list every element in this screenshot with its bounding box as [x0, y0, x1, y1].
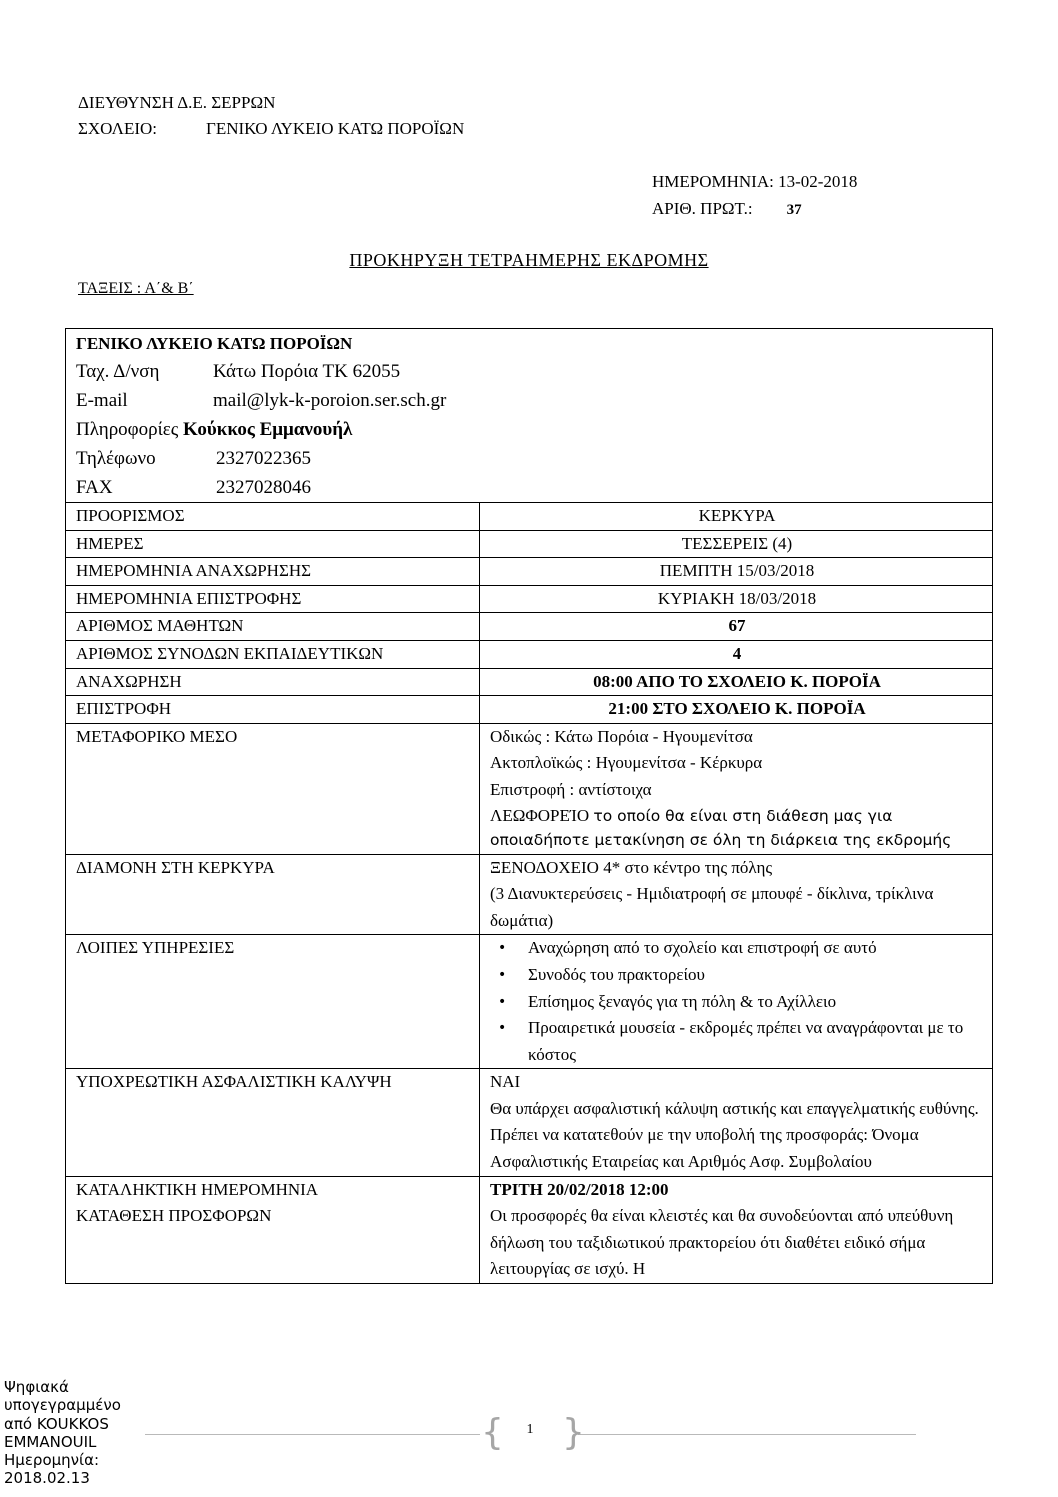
phone-label: Τηλέφωνο: [76, 448, 156, 469]
transport-value: [480, 723, 993, 854]
transport-label: ΜΕΤΑΦΟΡΙΚΟ ΜΕΣΟ: [66, 723, 480, 854]
info-row: [76, 415, 984, 444]
deadline-row: [66, 1176, 993, 1283]
insurance-label: ΥΠΟΧΡΕΩΤΙΚΗ ΑΣΦΑΛΙΣΤΙΚΗ ΚΑΛΥΨΗ: [66, 1069, 480, 1176]
row-label: ΗΜΕΡΟΜΗΝΙΑ ΑΝΑΧΩΡΗΣΗΣ: [66, 558, 480, 586]
directorate: ΔΙΕΥΘΥΝΣΗ Δ.Ε. ΣΕΡΡΩΝ: [78, 93, 276, 112]
insurance-row: [66, 1069, 993, 1176]
deadline-label-2: ΚΑΤΑΘΕΣΗ ΠΡΟΣΦΟΡΩΝ: [76, 1206, 272, 1226]
table-row: [66, 613, 993, 641]
digital-signature: [4, 1378, 121, 1488]
signature-line: υπογεγραμμένο: [4, 1396, 121, 1415]
email-value: mail@lyk-k-poroion.ser.sch.gr: [213, 390, 447, 411]
insurance-answer: ΝΑΙ: [490, 1072, 521, 1092]
insurance-text-1: Θα υπάρχει ασφαλιστική κάλυψη αστικής και επαγγελματικής ευθύνης.: [490, 1098, 979, 1118]
row-value: ΠΕΜΠΤΗ 15/03/2018: [480, 558, 993, 586]
row-value: ΤΕΣΣΕΡΕΙΣ (4): [480, 530, 993, 558]
transport-line-sea: Ακτοπλοϊκώς : Ηγουμενίτσα - Κέρκυρα: [490, 753, 763, 773]
signature-line: Ημερομηνία:: [4, 1451, 100, 1470]
list-item: • Συνοδός του πρακτορείου: [522, 962, 984, 989]
table-row: [66, 503, 993, 531]
signature-line: EMMANOUIL: [4, 1432, 97, 1451]
phone-row: [76, 444, 984, 473]
footer-rule-left: [145, 1434, 480, 1435]
document-title: ΠΡΟΚΗΡΥΞΗ ΤΕΤΡΑΗΜΕΡΗΣ ΕΚΔΡΟΜΗΣ: [349, 250, 709, 270]
deadline-date: ΤΡΙΤΗ 20/02/2018 12:00: [490, 1179, 669, 1199]
row-label: ΗΜΕΡΟΜΗΝΙΑ ΕΠΙΣΤΡΟΦΗΣ: [66, 585, 480, 613]
address-value: Κάτω Πορόια ΤΚ 62055: [213, 361, 401, 382]
protocol-line: [652, 195, 802, 224]
left-brace-icon: {: [481, 1412, 504, 1453]
transport-bus: [490, 804, 984, 854]
school-line: [78, 116, 464, 142]
right-brace-icon: }: [562, 1412, 585, 1453]
table-row: [66, 585, 993, 613]
email-label: E-mail: [76, 390, 128, 411]
row-value: 21:00 ΣΤΟ ΣΧΟΛΕΙΟ Κ. ΠΟΡΟΪΑ: [480, 696, 993, 724]
bus-prefix: ΛΕΩΦΟΡΕΊΟ: [490, 805, 590, 825]
transport-line-return: Επιστροφή : αντίστοιχα: [490, 779, 652, 799]
row-value: ΚΕΡΚΥΡΑ: [480, 503, 993, 531]
hotel-line: ΞΕΝΟΔΟΧΕΙΟ 4* στο κέντρο της πόλης: [490, 857, 773, 877]
address-label: Ταχ. Δ/νση: [76, 361, 160, 382]
deadline-label-1: ΚΑΤΑΛΗΚΤΙΚΗ ΗΜΕΡΟΜΗΝΙΑ: [76, 1179, 319, 1199]
row-label: ΠΡΟΟΡΙΣΜΟΣ: [66, 503, 480, 531]
row-label: ΕΠΙΣΤΡΟΦΗ: [66, 696, 480, 724]
school-box-name: ΓΕΝΙΚΟ ΛΥΚΕΙΟ ΚΑΤΩ ΠΟΡΟΪΩΝ: [76, 334, 353, 353]
protocol-label: ΑΡΙΘ. ΠΡΩΤ.:: [652, 199, 753, 218]
deadline-value: [480, 1176, 993, 1283]
table-row: [66, 558, 993, 586]
classes-line: ΤΑΞΕΙΣ : Α΄& Β΄: [78, 280, 194, 297]
table-row: [66, 668, 993, 696]
signature-line: Ψηφιακά: [4, 1378, 69, 1396]
row-value: 67: [480, 613, 993, 641]
row-label: ΗΜΕΡΕΣ: [66, 530, 480, 558]
accommodation-label: ΔΙΑΜΟΝΗ ΣΤΗ ΚΕΡΚΥΡΑ: [66, 854, 480, 935]
row-label: ΑΡΙΘΜΟΣ ΜΑΘΗΤΩΝ: [66, 613, 480, 641]
hotel-details: (3 Διανυκτερεύσεις - Ημιδιατροφή σε μπουφέ - δίκλινα, τρίκλινα δωμάτια): [490, 884, 934, 930]
list-item: • Αναχώρηση από το σχολείο και επιστροφή σε αυτό: [522, 935, 984, 962]
signature-line: 2018.02.13: [4, 1469, 90, 1488]
services-label: ΛΟΙΠΕΣ ΥΠΗΡΕΣΙΕΣ: [66, 935, 480, 1069]
services-list: [490, 935, 984, 1068]
email-row: [76, 386, 984, 415]
info-value: Κούκκος Εμμανουήλ: [183, 419, 353, 440]
insurance-text-2: Πρέπει να κατατεθούν με την υποβολή της προσφοράς: Όνομα Ασφαλιστικής Εταιρείας και Αριθμός Ασφ. Συμβολαίου: [490, 1125, 919, 1172]
school-name: ΓΕΝΙΚΟ ΛΥΚΕΙΟ ΚΑΤΩ ΠΟΡΟΪΩΝ: [206, 119, 465, 138]
row-value: 08:00 ΑΠΟ ΤΟ ΣΧΟΛΕΙΟ Κ. ΠΟΡΟΪΑ: [480, 668, 993, 696]
deadline-label: [66, 1176, 480, 1283]
table-row: [66, 640, 993, 668]
address-row: [76, 357, 984, 386]
row-label: ΑΡΙΘΜΟΣ ΣΥΝΟΔΩΝ ΕΚΠΑΙΔΕΥΤΙΚΩΝ: [66, 640, 480, 668]
footer-rule-right: [578, 1434, 916, 1435]
date-line: ΗΜΕΡΟΜΗΝΙΑ: 13-02-2018: [652, 172, 858, 191]
accommodation-value: [480, 854, 993, 935]
transport-line-road: Οδικώς : Κάτω Πορόια - Ηγουμενίτσα: [490, 726, 753, 746]
services-value: [480, 935, 993, 1069]
fax-label: FAX: [76, 477, 113, 498]
row-value: 4: [480, 640, 993, 668]
deadline-text: Οι προσφορές θα είναι κλειστές και θα συνοδεύονται από υπεύθυνη δήλωση του ταξιδιωτικού πρακτορείου ότι διαθέτει ειδικό σήμα λειτουργίας σε ισχύ. Η: [490, 1206, 954, 1279]
bus-text: το οποίο θα είναι στη διάθεση μας για οποιαδήποτε μετακίνηση σε όλη τη διάρκεια της εκδρομής: [490, 806, 952, 849]
fax-value: 2327028046: [216, 477, 311, 498]
table-row: [66, 696, 993, 724]
accommodation-row: [66, 854, 993, 935]
row-label: ΑΝΑΧΩΡΗΣΗ: [66, 668, 480, 696]
fax-row: [76, 473, 984, 502]
list-item: • Προαιρετικά μουσεία - εκδρομές πρέπει να αναγράφονται με το κόστος: [522, 1015, 984, 1068]
row-value: ΚΥΡΙΑΚΗ 18/03/2018: [480, 585, 993, 613]
insurance-value: [480, 1069, 993, 1176]
school-info-row: [66, 329, 993, 503]
list-item: • Επίσημος ξεναγός για τη πόλη & το Αχίλλειο: [522, 989, 984, 1016]
school-info-cell: [66, 329, 993, 503]
school-label: ΣΧΟΛΕΙΟ:: [78, 119, 158, 138]
trip-table: [65, 328, 993, 1284]
signature-line: από KOUKKOS: [4, 1414, 109, 1433]
protocol-number: 37: [786, 202, 802, 218]
info-label: Πληροφορίες: [76, 419, 179, 440]
services-row: [66, 935, 993, 1069]
table-row: [66, 530, 993, 558]
page-number: 1: [526, 1422, 534, 1437]
transport-row: [66, 723, 993, 854]
phone-value: 2327022365: [216, 448, 311, 469]
